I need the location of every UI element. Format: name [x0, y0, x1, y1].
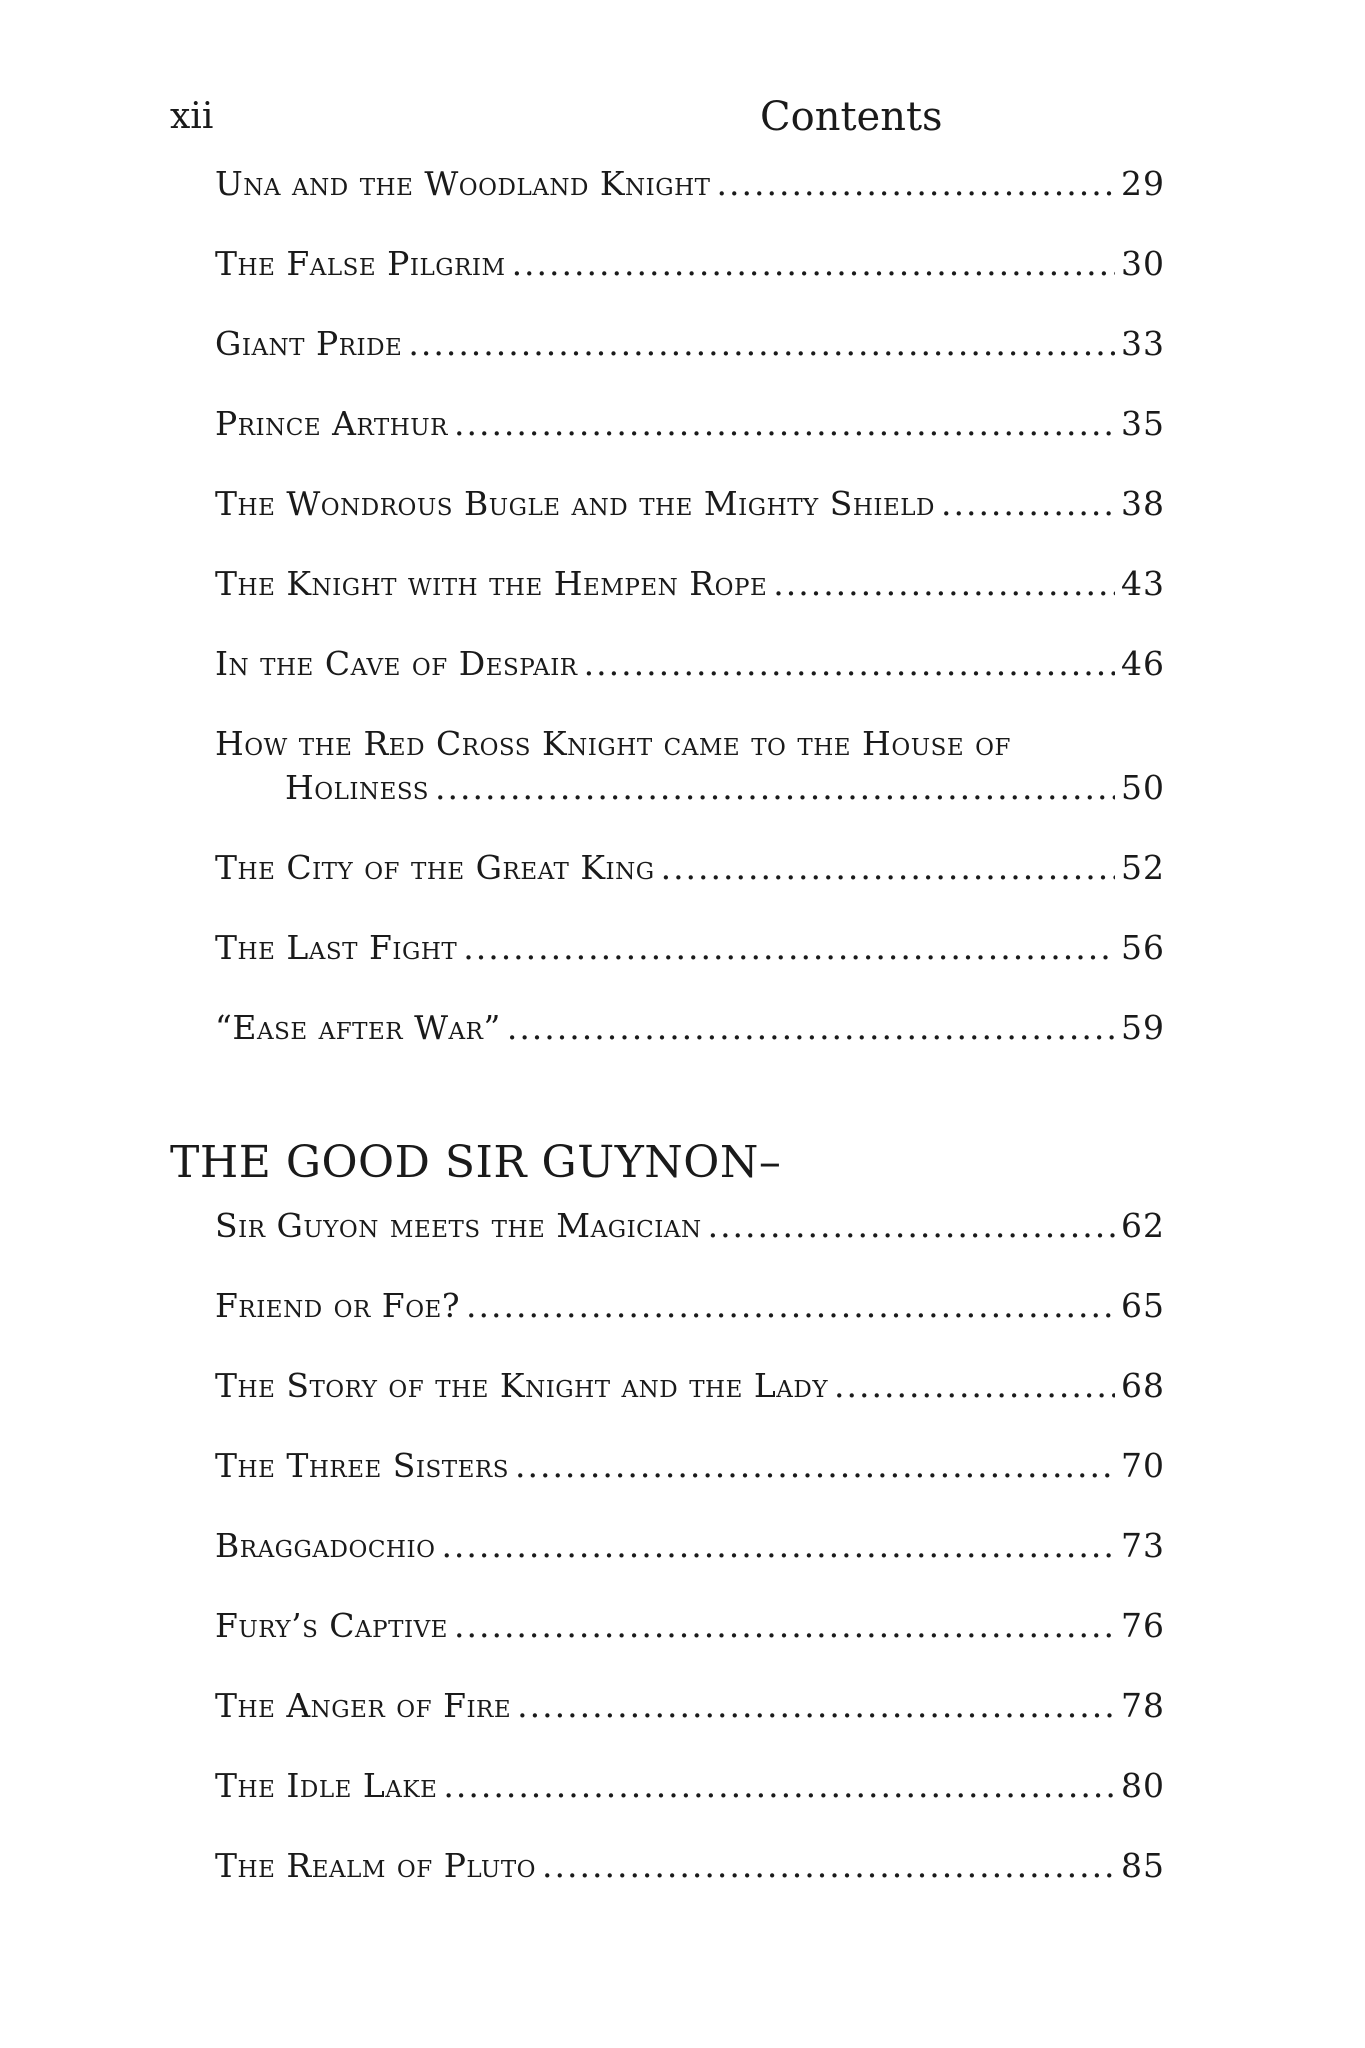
toc-entry-page: 33: [1121, 324, 1165, 363]
toc-entry[interactable]: [215, 642, 1165, 686]
toc-entry[interactable]: [215, 1444, 1165, 1488]
toc-entry-title: In the Cave of Despair: [215, 644, 578, 683]
toc-entry[interactable]: [215, 1524, 1165, 1568]
toc-entry-title: Prince Arthur: [215, 404, 448, 443]
toc-entry[interactable]: [215, 1006, 1165, 1050]
page-folio: xii: [170, 96, 214, 137]
toc-entry-page: 59: [1121, 1008, 1165, 1047]
toc-entry-title: Friend or Foe?: [215, 1286, 461, 1325]
toc-entry-page: 50: [1121, 768, 1165, 807]
toc-entry-title: The Idle Lake: [215, 1766, 438, 1805]
toc-entry[interactable]: [215, 846, 1165, 890]
dot-leader: [515, 1444, 1115, 1488]
toc-entry-page: 46: [1121, 644, 1165, 683]
toc-entry-page: 85: [1121, 1846, 1165, 1885]
page-header: [170, 92, 1170, 142]
toc-entry-page: 73: [1121, 1526, 1165, 1565]
toc-entry-title: The Last Fight: [215, 928, 458, 967]
toc-entry[interactable]: [215, 1604, 1165, 1648]
toc-entry-title: The Three Sisters: [215, 1446, 509, 1485]
toc-entry-title: “Ease after War”: [215, 1008, 501, 1047]
dot-leader: [542, 1844, 1115, 1888]
toc-entry[interactable]: [215, 402, 1165, 446]
toc-entry[interactable]: [215, 562, 1165, 606]
section-heading: THE GOOD SIR GUYNON–: [170, 1137, 782, 1188]
toc-entry[interactable]: [215, 242, 1165, 286]
toc-entry[interactable]: [215, 1684, 1165, 1728]
toc-entry-continuation: [215, 766, 1165, 810]
toc-entry-page: 30: [1121, 244, 1165, 283]
dot-leader: [507, 1006, 1115, 1050]
toc-entry-page: 62: [1121, 1206, 1165, 1245]
toc-entry-title: The Story of the Knight and the Lady: [215, 1366, 829, 1405]
toc-entry-page: 29: [1121, 164, 1165, 203]
dot-leader: [661, 846, 1115, 890]
dot-leader: [463, 926, 1115, 970]
toc-entry[interactable]: [215, 1764, 1165, 1808]
toc-entry-page: 65: [1121, 1286, 1165, 1325]
toc-entry[interactable]: [215, 482, 1165, 526]
dot-leader: [443, 1764, 1115, 1808]
toc-entry-page: 78: [1121, 1686, 1165, 1725]
toc-entry-title: The Anger of Fire: [215, 1686, 512, 1725]
toc-entry-page: 68: [1121, 1366, 1165, 1405]
dot-leader: [466, 1284, 1115, 1328]
toc-entry-page: 80: [1121, 1766, 1165, 1805]
toc-entry[interactable]: [215, 926, 1165, 970]
dot-leader: [717, 162, 1115, 206]
toc-entry-page: 76: [1121, 1606, 1165, 1645]
toc-entry-page: 35: [1121, 404, 1165, 443]
running-title: Contents: [760, 94, 943, 140]
dot-leader: [512, 242, 1115, 286]
dot-leader: [584, 642, 1115, 686]
toc-entry-title: Giant Pride: [215, 324, 403, 363]
toc-entry-title-line1: How the Red Cross Knight came to the House of: [215, 724, 1011, 763]
toc-entry-title: The City of the Great King: [215, 848, 655, 887]
toc-entry-page: 52: [1121, 848, 1165, 887]
toc-entry-title: The Knight with the Hempen Rope: [215, 564, 768, 603]
dot-leader: [441, 1524, 1115, 1568]
toc-entry[interactable]: [215, 162, 1165, 206]
toc-entry-page: 43: [1121, 564, 1165, 603]
toc-entry-title: Una and the Woodland Knight: [215, 164, 711, 203]
dot-leader: [517, 1684, 1115, 1728]
dot-leader: [408, 322, 1115, 366]
dot-leader: [834, 1364, 1115, 1408]
toc-entry[interactable]: [215, 722, 1165, 812]
dot-leader: [941, 482, 1115, 526]
toc-entry-page: 56: [1121, 928, 1165, 967]
toc-entry[interactable]: [215, 1844, 1165, 1888]
dot-leader: [454, 1604, 1115, 1648]
toc-entry-page: 38: [1121, 484, 1165, 523]
toc-entry[interactable]: [215, 1284, 1165, 1328]
dot-leader: [454, 402, 1115, 446]
toc-entry-page: 70: [1121, 1446, 1165, 1485]
dot-leader: [708, 1204, 1115, 1248]
dot-leader: [435, 766, 1115, 810]
toc-entry-title: The False Pilgrim: [215, 244, 506, 283]
toc-entry-title: Braggadochio: [215, 1526, 436, 1565]
toc-entry[interactable]: [215, 322, 1165, 366]
toc-entry-title: The Realm of Pluto: [215, 1846, 537, 1885]
toc-entry-title: Sir Guyon meets the Magician: [215, 1206, 702, 1245]
toc-entry[interactable]: [215, 1364, 1165, 1408]
toc-entry-title: The Wondrous Bugle and the Mighty Shield: [215, 484, 935, 523]
toc-entry-title-line2: Holiness: [285, 768, 430, 807]
toc-entry-title: Fury’s Captive: [215, 1606, 448, 1645]
dot-leader: [773, 562, 1115, 606]
toc-entry[interactable]: [215, 1204, 1165, 1248]
